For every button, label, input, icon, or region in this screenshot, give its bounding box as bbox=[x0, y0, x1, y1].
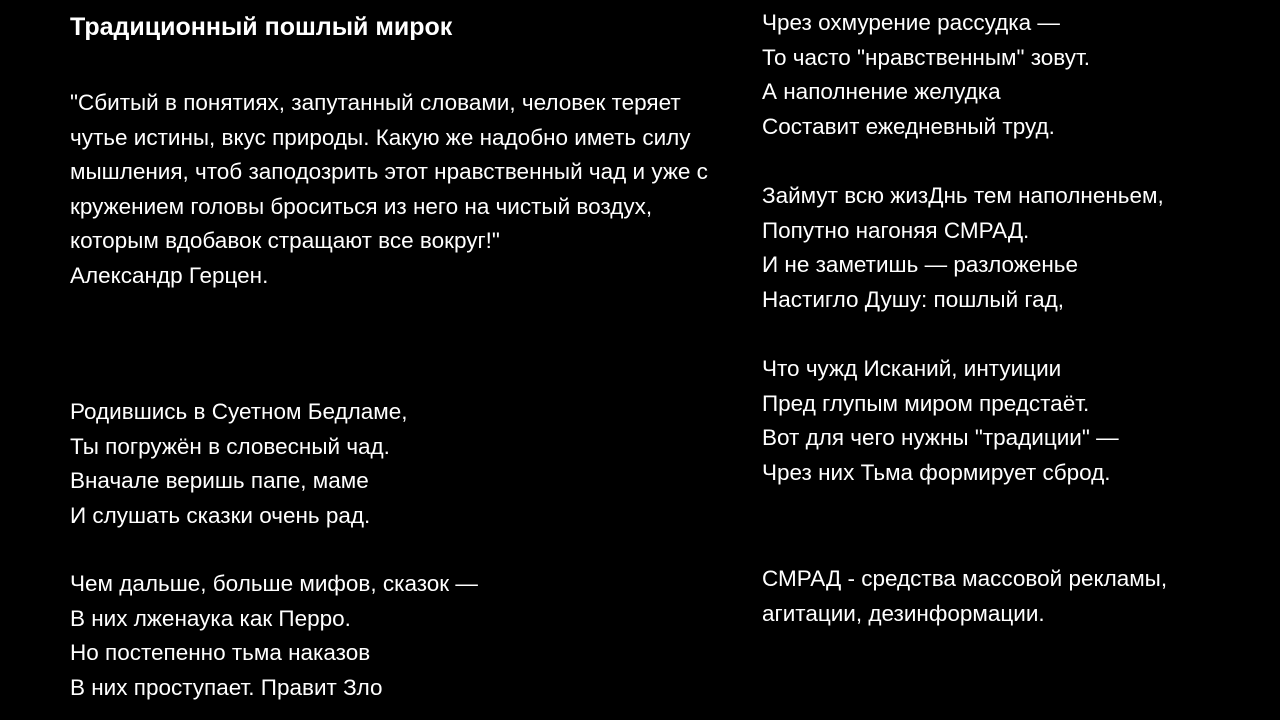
stanza-5 bbox=[762, 352, 1119, 490]
verse-line: В них лженаука как Перро. bbox=[70, 605, 351, 631]
stanza-4 bbox=[762, 179, 1164, 317]
footnote: СМРАД - средства массовой рекламы, агитации, дезинформации. bbox=[762, 566, 1168, 626]
verse-line: То часто "нравственным" зовут. bbox=[762, 44, 1091, 70]
verse-line: Родившись в Суетном Бедламе, bbox=[70, 399, 408, 424]
verse-line: Вот для чего нужны "традиции" — bbox=[762, 425, 1119, 450]
verse-line: Чем дальше, больше мифов, сказок — bbox=[70, 571, 478, 596]
verse-line: Составит ежедневный труд. bbox=[762, 113, 1055, 139]
verse-line: Ты погружён в словесный чад. bbox=[70, 433, 390, 459]
stanza-2 bbox=[70, 567, 478, 705]
verse-line: А наполнение желудка bbox=[762, 79, 1001, 104]
verse-line: В них проступает. Правит Зло bbox=[70, 674, 383, 700]
verse-line: Чрез них Тьма формирует сброд. bbox=[762, 459, 1111, 485]
verse-line: Настигло Душу: пошлый гад, bbox=[762, 286, 1065, 312]
verse-line: Займут всю жизДнь тем наполненьем, bbox=[762, 183, 1164, 208]
verse-line: Пред глупым миром предстаёт. bbox=[762, 390, 1090, 416]
verse-line: И слушать сказки очень рад. bbox=[70, 502, 371, 528]
epigraph bbox=[70, 86, 730, 293]
verse-line: Чрез охмурение рассудка — bbox=[762, 10, 1060, 35]
stanza-1 bbox=[70, 395, 408, 533]
verse-line: Вначале веришь папе, маме bbox=[70, 468, 369, 493]
poem-title: Традиционный пошлый мирок bbox=[70, 13, 453, 41]
verse-line: Что чужд Исканий, интуиции bbox=[762, 356, 1062, 381]
verse-line: Но постепенно тьма наказов bbox=[70, 640, 371, 665]
epigraph-text: "Сбитый в понятиях, запутанный словами, человек теряет чутье истины, вкус природы. Какую же надобно иметь силу мышления, чтоб заподозрить этот нравственный чад и уже с кружением головы броситься из него на чистый воздух, которым вдобавок стращают все вокруг!" bbox=[70, 90, 708, 253]
epigraph-author: Александр Герцен. bbox=[70, 262, 269, 288]
verse-line: Попутно нагоняя СМРАД. bbox=[762, 217, 1030, 243]
verse-line: И не заметишь — разложенье bbox=[762, 252, 1079, 277]
stanza-3 bbox=[762, 6, 1090, 144]
